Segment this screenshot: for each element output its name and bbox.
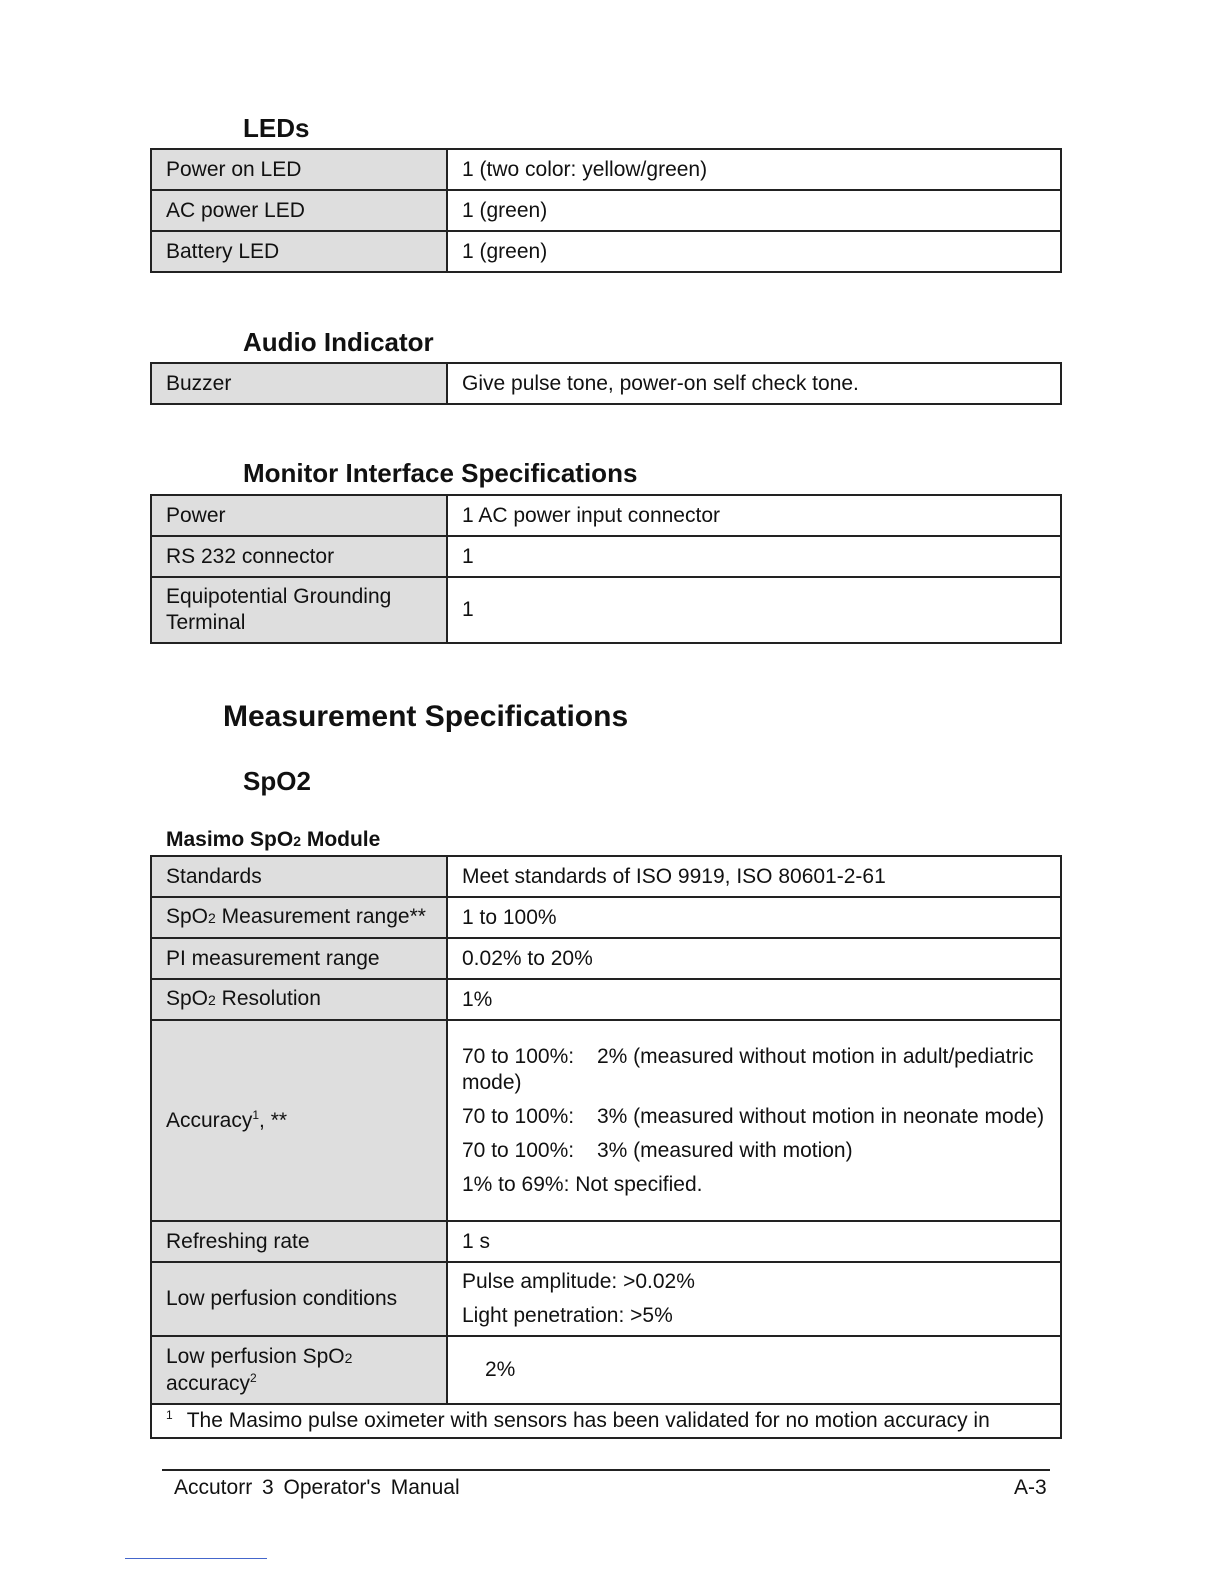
table-row [151,1262,1061,1336]
low-perfusion-line: Pulse amplitude: >0.02% [462,1270,695,1293]
audio-heading: Audio Indicator [243,327,434,357]
masimo-module-heading: Masimo SpO2 Module [166,828,381,851]
measurement-heading: Measurement Specifications [223,700,629,733]
monitor-heading: Monitor Interface Specifications [243,458,638,488]
table-cell-label: RS 232 connector [151,536,447,577]
monitor-table [150,494,1062,644]
table-cell-label: Equipotential Grounding Terminal [151,577,447,643]
table-cell-label: SpO2 Measurement range** [151,897,447,938]
table-row [151,1336,1061,1404]
spo2-heading: SpO2 [243,766,311,796]
table-cell-label: Low perfusion SpO2 accuracy$^2$ [151,1336,447,1404]
accuracy-line: 70 to 100%: 3% (measured with motion) [462,1138,853,1162]
table-cell-label: Battery LED [151,231,447,272]
table-row [151,536,1061,577]
table-row [151,363,1061,404]
table-row [151,577,1061,643]
table-cell-value: Meet standards of ISO 9919, ISO 80601-2-61 [447,856,1061,897]
table-cell-value: 1 [447,577,1061,643]
table-row [151,979,1061,1020]
table-cell-label: Power on LED [151,149,447,190]
accuracy-value-cell [447,1020,1061,1221]
table-cell-value: 1 (two color: yellow/green) [447,149,1061,190]
table-cell-value: 0.02% to 20% [447,938,1061,979]
table-cell-value: 1 (green) [447,231,1061,272]
table-row [151,149,1061,190]
bottom-link-line [125,1558,267,1559]
table-cell-label: SpO2 Resolution [151,979,447,1020]
table-row [151,856,1061,897]
table-cell-value: Give pulse tone, power-on self check tone. [447,363,1061,404]
accuracy-line: 70 to 100%: 3% (measured without motion in neonate mode) [462,1104,1045,1128]
accuracy-line: 70 to 100%: 2% (measured without motion in adult/pediatric mode) [462,1044,1034,1094]
table-row [151,1020,1061,1221]
footnote-row [151,1404,1061,1438]
table-cell-label: Power [151,495,447,536]
table-row [151,495,1061,536]
table-cell-label: Refreshing rate [151,1221,447,1262]
table-row [151,190,1061,231]
table-cell-value: 1 (green) [447,190,1061,231]
table-cell-label: AC power LED [151,190,447,231]
table-row [151,231,1061,272]
table-row [151,938,1061,979]
table-cell-value: 1 [447,536,1061,577]
table-cell-label: Low perfusion conditions [151,1262,447,1336]
footer-page-number: A-3 [1014,1476,1047,1499]
table-row [151,897,1061,938]
masimo-spec-table [150,855,1062,1439]
table-cell-label: PI measurement range [151,938,447,979]
table-cell-value: 1 AC power input connector [447,495,1061,536]
table-cell-label: Accuracy$^1$, ** [151,1020,447,1221]
accuracy-note: 1% to 69%: Not specified. [462,1172,703,1196]
table-cell-value: 1 s [447,1221,1061,1262]
table-cell-value: 1% [447,979,1061,1020]
leds-table [150,148,1062,273]
footnote-cell: $^1$ The Masimo pulse oximeter with sensors has been validated for no motion accuracy in [151,1404,1061,1438]
table-cell-label: Buzzer [151,363,447,404]
table-cell-value: 2% [447,1336,1061,1404]
table-cell-label: Standards [151,856,447,897]
low-perfusion-value-cell [447,1262,1061,1336]
table-cell-value: 1 to 100% [447,897,1061,938]
footer-divider [162,1469,1050,1471]
table-row [151,1221,1061,1262]
audio-table [150,362,1062,405]
footer-manual-title: Accutorr 3 Operator's Manual [174,1476,460,1499]
leds-heading: LEDs [243,113,310,143]
low-perfusion-line: Light penetration: >5% [462,1304,673,1327]
